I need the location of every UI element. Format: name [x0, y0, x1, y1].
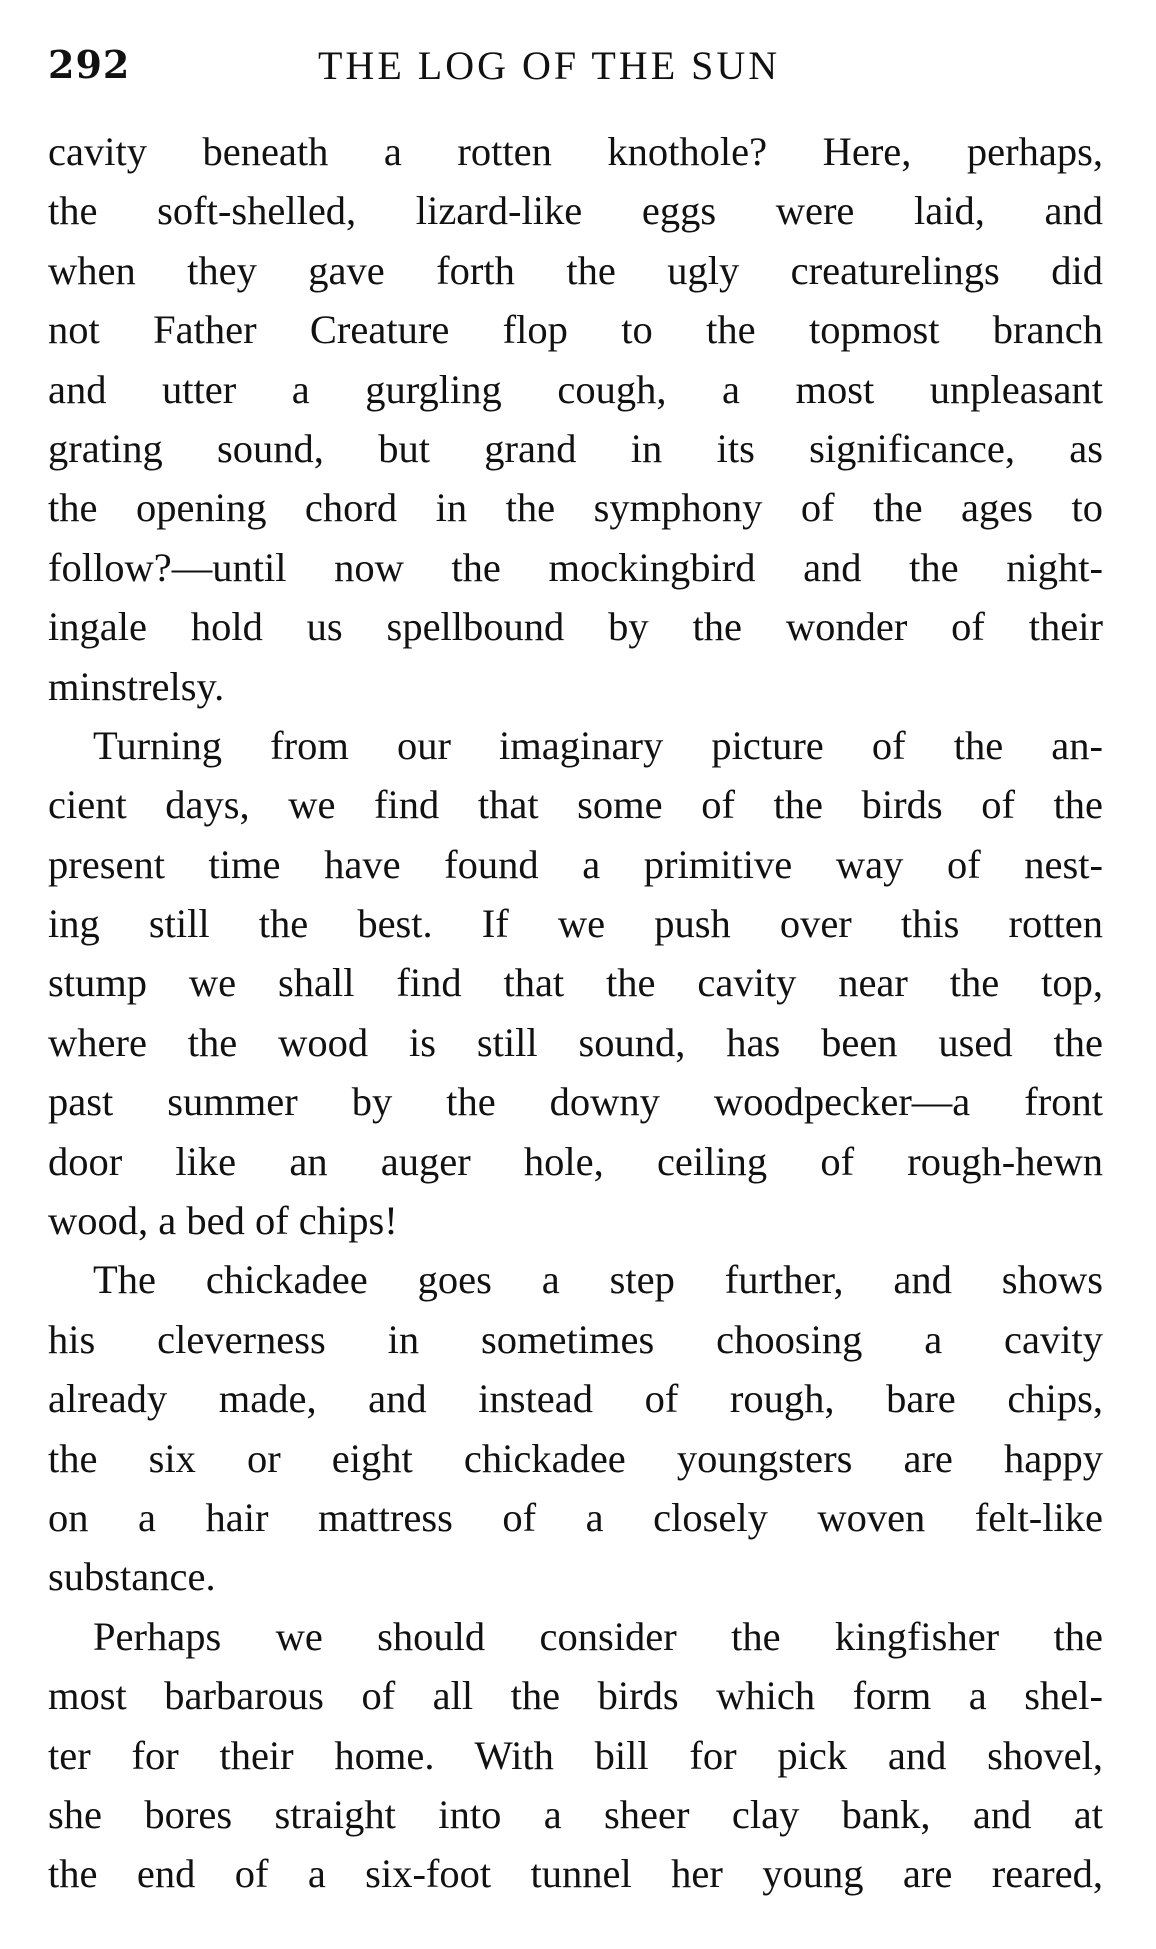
text-line: his cleverness in sometimes choosing a cavity — [48, 1316, 1103, 1362]
text-line: present time have found a primitive way of nest- — [48, 841, 1103, 887]
text-line: the end of a six-foot tunnel her young are reared, — [48, 1851, 1103, 1897]
text-line: The chickadee goes a step further, and shows — [93, 1257, 1103, 1303]
text-line: ter for their home. With bill for pick and shovel, — [48, 1732, 1103, 1778]
text-line: substance. — [48, 1554, 216, 1600]
text-line: follow?—until now the mockingbird and the night- — [48, 544, 1103, 590]
text-line: Turning from our imaginary picture of the an- — [93, 722, 1103, 768]
text-line: not Father Creature flop to the topmost branch — [48, 307, 1103, 353]
text-line: already made, and instead of rough, bare chips, — [48, 1376, 1103, 1422]
paragraph — [48, 1607, 1103, 1904]
text-line: she bores straight into a sheer clay bank, and at — [48, 1791, 1103, 1837]
text-line: and utter a gurgling cough, a most unpleasant — [48, 366, 1103, 412]
paragraph — [48, 122, 1103, 716]
running-title: THE LOG OF THE SUN — [318, 43, 781, 88]
body-text — [48, 122, 1103, 1904]
text-line: on a hair mattress of a closely woven felt-like — [48, 1494, 1103, 1540]
text-line: cient days, we find that some of the birds of the — [48, 782, 1103, 828]
paragraph — [48, 716, 1103, 1251]
text-line: cavity beneath a rotten knothole? Here, perhaps, — [48, 129, 1103, 174]
text-line: the soft-shelled, lizard-like eggs were laid, and — [48, 188, 1103, 234]
text-line: stump we shall find that the cavity near the top, — [48, 960, 1103, 1006]
text-line: ing still the best. If we push over this rotten — [48, 901, 1103, 947]
text-line: wood, a bed of chips! — [48, 1198, 398, 1244]
text-line: grating sound, but grand in its significance, as — [48, 425, 1103, 471]
text-line: door like an auger hole, ceiling of rough-hewn — [48, 1138, 1103, 1184]
running-head — [48, 42, 1098, 92]
text-line: the opening chord in the symphony of the ages to — [48, 485, 1103, 531]
paragraph — [48, 1250, 1103, 1606]
page-number: 292 — [48, 42, 131, 87]
text-line: most barbarous of all the birds which form a shel- — [48, 1673, 1103, 1719]
text-line: when they gave forth the ugly creaturelings did — [48, 247, 1103, 293]
text-line: ingale hold us spellbound by the wonder of their — [48, 604, 1103, 650]
text-line: minstrelsy. — [48, 663, 225, 709]
text-line: where the wood is still sound, has been used the — [48, 1019, 1103, 1065]
text-line: past summer by the downy woodpecker—a front — [48, 1079, 1103, 1125]
text-line: the six or eight chickadee youngsters are happy — [48, 1435, 1103, 1481]
text-line: Perhaps we should consider the kingfisher the — [93, 1613, 1103, 1659]
